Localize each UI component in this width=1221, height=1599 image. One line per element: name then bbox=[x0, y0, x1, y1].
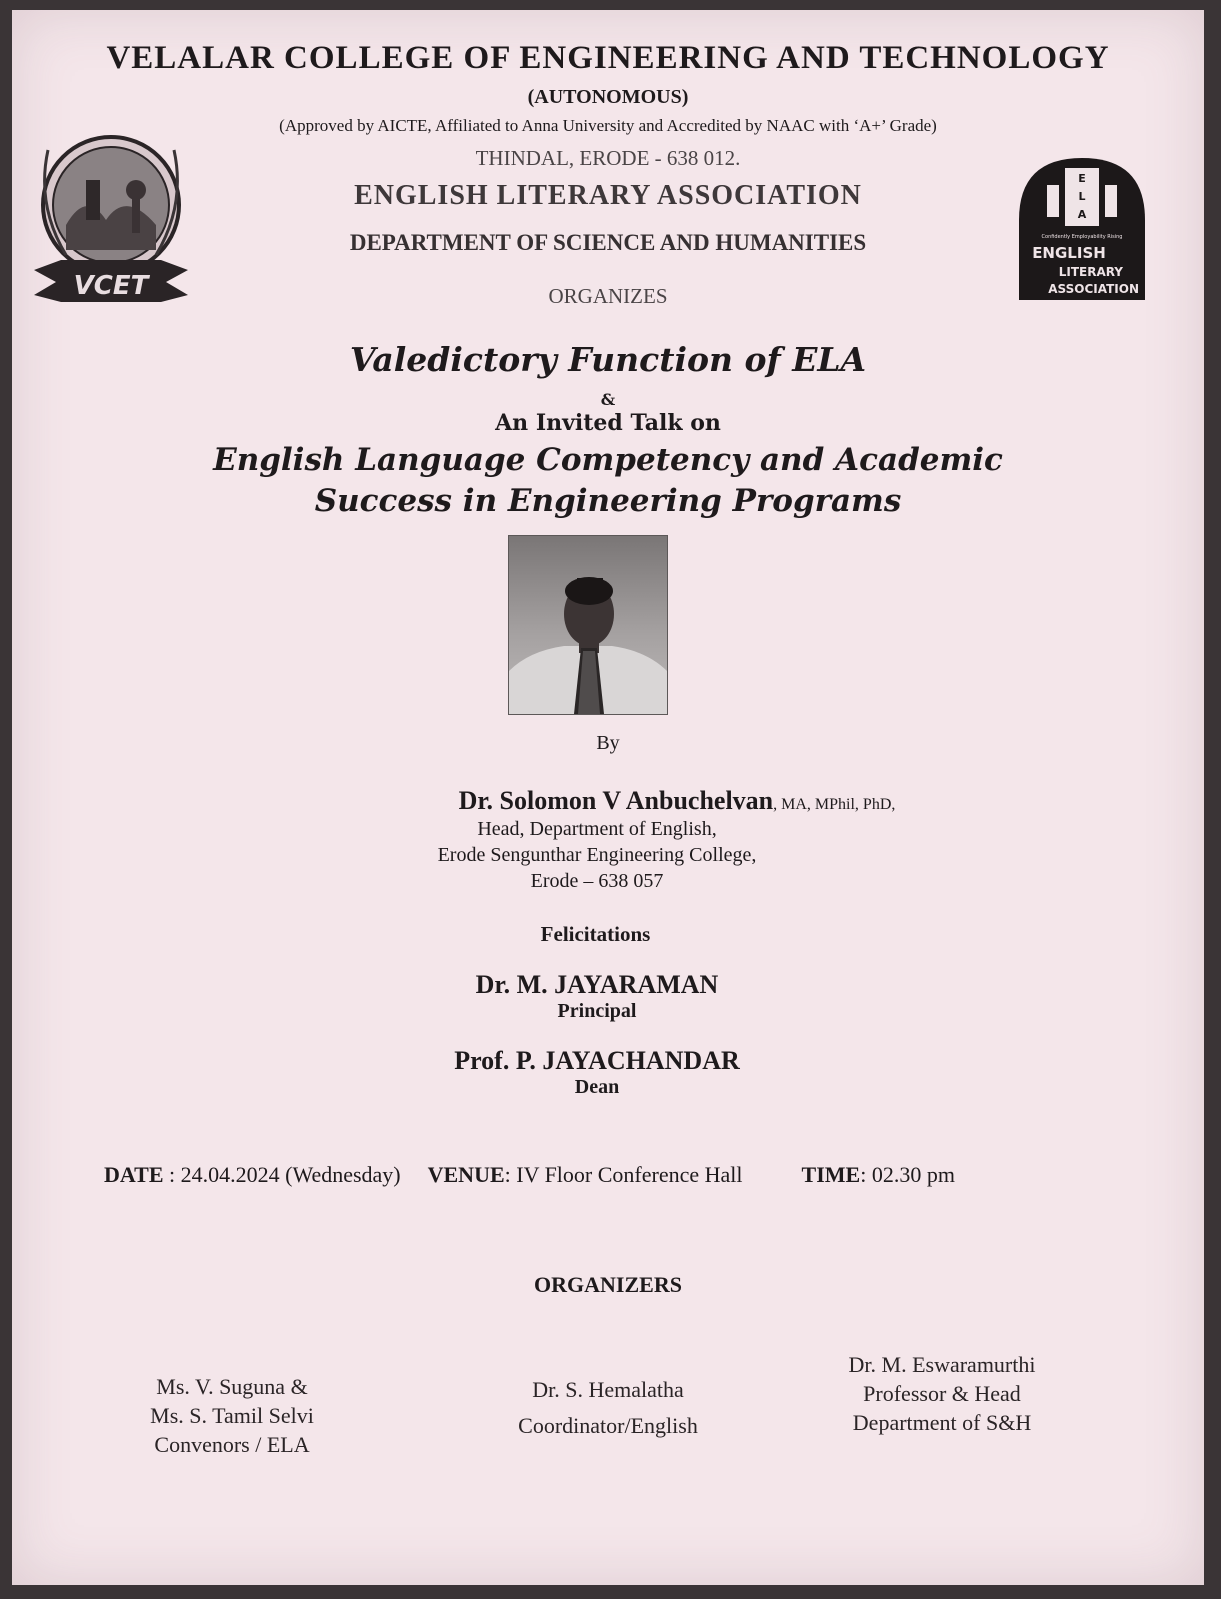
speaker-qualifications: , MA, MPhil, PhD, bbox=[773, 796, 896, 813]
convenor-line-2: Ms. S. Tamil Selvi bbox=[150, 1403, 314, 1428]
speaker-photo bbox=[508, 535, 668, 715]
organizer-convenors bbox=[112, 1372, 352, 1459]
approval-line: (Approved by AICTE, Affiliated to Anna University and Accredited by NAAC with ‘A+’ Grade) bbox=[279, 116, 937, 135]
talk-topic bbox=[12, 440, 1204, 522]
college-address: THINDAL, ERODE - 638 012. bbox=[475, 146, 741, 170]
ela-letter-l: L bbox=[1078, 190, 1086, 203]
coordinator-name: Dr. S. Hemalatha bbox=[532, 1377, 684, 1402]
ela-word-literary: LITERARY bbox=[1058, 265, 1123, 279]
department-name: DEPARTMENT OF SCIENCE AND HUMANITIES bbox=[349, 230, 867, 255]
event-details bbox=[104, 1162, 955, 1188]
date-label: DATE bbox=[104, 1162, 164, 1187]
speaker-role: Head, Department of English, bbox=[477, 818, 717, 840]
talk-topic-line-2: Success in Engineering Programs bbox=[314, 483, 902, 519]
convenor-line-3: Convenors / ELA bbox=[154, 1432, 310, 1457]
invited-talk-label: An Invited Talk on bbox=[495, 410, 721, 436]
ela-tagline: Confidently Employability Rising bbox=[1041, 234, 1123, 240]
venue-label: VENUE bbox=[427, 1162, 505, 1187]
felicitation-person-1 bbox=[12, 970, 1204, 1023]
principal-name: Dr. M. JAYARAMAN bbox=[475, 970, 719, 999]
organizes-label: ORGANIZES bbox=[548, 284, 668, 308]
organizer-hod bbox=[812, 1350, 1072, 1437]
convenor-line-1: Ms. V. Suguna & bbox=[156, 1374, 308, 1399]
event-ampersand: & bbox=[600, 390, 616, 409]
speaker-block bbox=[397, 786, 957, 894]
ela-letter-e: E bbox=[1078, 172, 1086, 185]
felicitation-person-2 bbox=[12, 1046, 1204, 1099]
felicitations-label: Felicitations bbox=[540, 922, 651, 946]
association-name: ENGLISH LITERARY ASSOCIATION bbox=[354, 180, 862, 211]
college-name: VELALAR COLLEGE OF ENGINEERING AND TECHNOLOGY bbox=[106, 40, 1110, 76]
dean-role: Dean bbox=[574, 1076, 620, 1098]
talk-topic-line-1: English Language Competency and Academic bbox=[213, 442, 1003, 478]
invitation-sheet bbox=[12, 10, 1204, 1585]
venue-value: : IV Floor Conference Hall bbox=[504, 1162, 743, 1187]
ela-letter-a: A bbox=[1077, 208, 1087, 221]
ela-word-association: ASSOCIATION bbox=[1048, 282, 1139, 296]
event-title: Valedictory Function of ELA bbox=[349, 340, 867, 379]
hod-name: Dr. M. Eswaramurthi bbox=[848, 1352, 1036, 1377]
speaker-institution: Erode Sengunthar Engineering College, bbox=[437, 844, 757, 866]
dean-name: Prof. P. JAYACHANDAR bbox=[454, 1046, 740, 1075]
principal-role: Principal bbox=[557, 1000, 637, 1022]
organizer-coordinator bbox=[478, 1372, 738, 1444]
hod-department: Department of S&H bbox=[852, 1410, 1032, 1435]
college-logo-text: VCET bbox=[73, 271, 149, 301]
by-label: By bbox=[596, 732, 620, 754]
hod-role: Professor & Head bbox=[863, 1381, 1021, 1406]
autonomous-label: (AUTONOMOUS) bbox=[527, 86, 689, 108]
time-label: TIME bbox=[801, 1162, 861, 1187]
speaker-city: Erode – 638 057 bbox=[530, 870, 664, 892]
ela-word-english: ENGLISH bbox=[1032, 244, 1106, 262]
speaker-name: Dr. Solomon V Anbuchelvan bbox=[458, 786, 774, 815]
date-value: : 24.04.2024 (Wednesday) bbox=[163, 1162, 401, 1187]
coordinator-role: Coordinator/English bbox=[518, 1413, 698, 1438]
organizers-heading: ORGANIZERS bbox=[534, 1272, 682, 1297]
time-value: : 02.30 pm bbox=[860, 1162, 955, 1187]
